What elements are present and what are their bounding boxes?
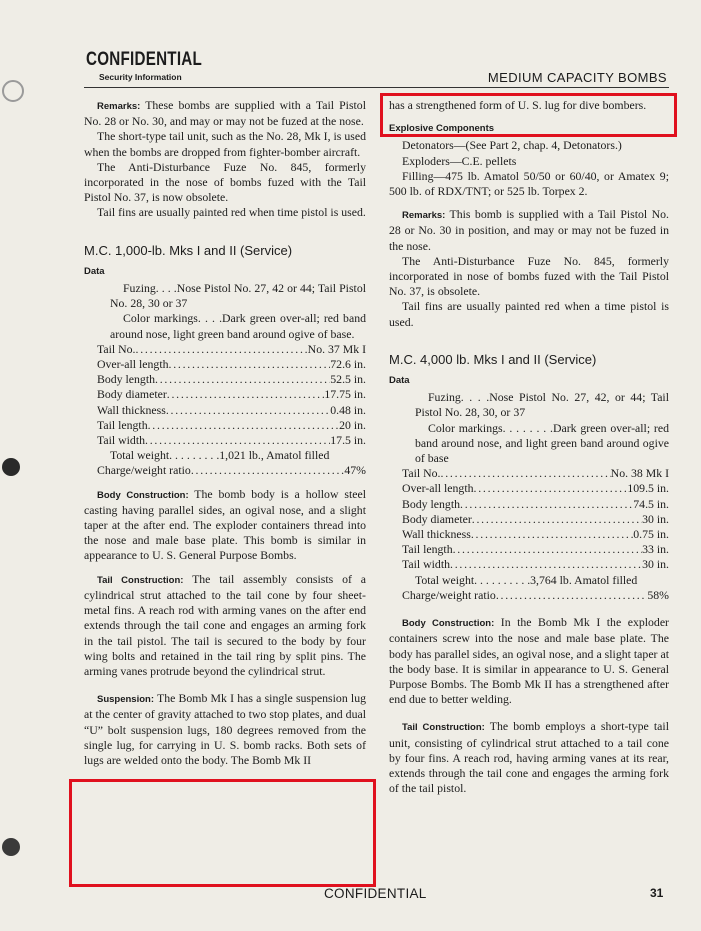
filling-entry: Filling—475 lb. Amatol 50/50 or 60/40, or Amatex 9; 500 lb. of RDX/TNT; or 525 lb. Torpex 2. [389, 168, 669, 199]
spec-row [84, 387, 366, 402]
binder-hole-bottom [2, 838, 20, 856]
spec-key: Tail width [402, 557, 450, 572]
anti-disturbance-paragraph-right: The Anti-Disturbance Fuze No. 845, formerly incorporated in nose of bombs fuzed with the Tail Pistol No. 37, is obsolete. [389, 253, 669, 299]
spec-key: Body diameter [402, 511, 472, 526]
spec-value: 109.5 in. [627, 481, 669, 496]
spec-row [389, 542, 669, 557]
spec-key: Tail No. [402, 466, 441, 481]
detonators-entry: Detonators—(See Part 2, chap. 4, Detonators.) [402, 138, 622, 153]
spec-key: Over-all length [402, 481, 474, 496]
tail-construction-paragraph [84, 572, 366, 679]
confidential-header: CONFIDENTIAL [86, 49, 203, 70]
body-construction-text: The bomb body is a hollow steel casting having parallel sides, an ogival nose, and a slight taper at the after end. The exploder containers thread into the nose and male base plate. This bomb is similar in appearance to U. S. General Purpose Bombs. [84, 486, 366, 563]
spec-key: Tail length [402, 542, 453, 557]
spec-row [84, 403, 366, 418]
data-label: Data [84, 265, 105, 277]
spec-value: 47% [344, 463, 366, 478]
spec-key: Tail width [97, 433, 145, 448]
tail-construction-lead-right: Tail Construction: [402, 722, 485, 734]
right-column [389, 98, 669, 796]
spec-key: Over-all length [97, 357, 169, 372]
spec-row [84, 372, 366, 387]
spec-row [84, 433, 366, 448]
spec-key: Charge/weight ratio [97, 463, 191, 478]
binder-hole-top [2, 80, 24, 102]
body-construction-paragraph-right [389, 615, 669, 707]
explosive-components-label: Explosive Components [389, 123, 495, 135]
spec-key: Charge/weight ratio [402, 587, 496, 602]
tail-construction-lead: Tail Construction: [97, 574, 184, 586]
spec-row [389, 481, 669, 496]
spec-value: 52.5 in. [330, 372, 366, 387]
spec-key: Wall thickness [402, 527, 471, 542]
spec-value: 20 in. [339, 417, 366, 432]
left-column [84, 98, 366, 768]
spec-value: 74.5 in. [633, 496, 669, 511]
spec-row [389, 588, 669, 603]
spec-key: Tail No. [97, 341, 136, 356]
confidential-footer: CONFIDENTIAL [324, 886, 427, 901]
security-information-label: Security Information [99, 72, 182, 82]
suspension-paragraph [84, 691, 366, 768]
spec-value: 17.75 in. [324, 387, 366, 402]
spec-value: 0.75 in. [633, 527, 669, 542]
tail-fins-paragraph-right: Tail fins are usually painted red when a time pistol is used. [389, 299, 669, 329]
data-label-right: Data [389, 375, 410, 387]
spec-key: Body length [402, 496, 460, 511]
spec-value: 30 in. [642, 511, 669, 526]
spec-row [389, 512, 669, 527]
remarks-text-right: This bomb is supplied with a Tail Pistol No. 28 or No. 30 in position, and may or may not be fuzed in the nose. [389, 207, 669, 253]
highlight-box-continuation [380, 93, 677, 137]
spec-value: 17.5 in. [330, 433, 366, 448]
spec-value: 0.48 in. [330, 402, 366, 417]
body-construction-lead: Body Construction: [97, 489, 189, 501]
anti-disturbance-paragraph: The Anti-Disturbance Fuze No. 845, formerly incorporated in the nose of bombs fuzed with the Tail Pistol No. 37, is now obsolete. [84, 159, 366, 205]
binder-hole-middle [2, 458, 20, 476]
section-heading-1000lb: M.C. 1,000-lb. Mks I and II (Service) [84, 242, 293, 258]
spec-value: No. 37 Mk I [307, 341, 366, 356]
color-markings-entry: Color markings. . . .Dark green over-all; red band around nose, light green band around ogive of base. [110, 311, 366, 341]
body-construction-text-right: In the Bomb Mk I the exploder containers screw into the nose and male base plate. The body has parallel sides, an ogival nose, and a slight taper at the body base. It is similar in appearance to U. S. General Purpose Bombs. The Bomb Mk II has a strengthened after end due to better welding. [389, 615, 669, 707]
fuzing-entry: Fuzing. . . .Nose Pistol No. 27, 42 or 44; Tail Pistol No. 28, 30 or 37 [110, 281, 366, 311]
spec-key: Tail length [97, 417, 148, 432]
color-markings-entry-right: Color markings. . . . . . . .Dark green over-all; red band around nose, and light green band around ogive of base [415, 420, 669, 466]
suspension-text: The Bomb Mk I has a single suspension lug at the center of gravity attached to two stop plates, and dual “U” bolt suspension lugs, 180 degrees removed from the single lug, for carrying in U. S. bomb racks. Both sets of lugs are welded onto the body. The Bomb Mk II [84, 691, 366, 767]
spec-key: Body length [97, 372, 155, 387]
running-title: MEDIUM CAPACITY BOMBS [487, 70, 667, 85]
total-weight-entry: Total weight. . . . . . . . .1,021 lb., Amatol filled [110, 448, 330, 463]
body-construction-lead-right: Body Construction: [402, 618, 495, 630]
spec-value: 58% [647, 587, 669, 602]
spec-value: 33 in. [642, 542, 669, 557]
remarks-lead-right: Remarks: [402, 210, 446, 222]
remarks-lead: Remarks: [97, 101, 141, 112]
spec-row [84, 342, 366, 357]
spec-row [389, 497, 669, 512]
section-heading-4000lb: M.C. 4,000 lb. Mks I and II (Service) [389, 351, 597, 367]
tail-construction-text: The tail assembly consists of a cylindrical strut attached to the tail cone by four sheet-metal fins. A reach rod with arming vanes on the after end extends through the tail cone and engages an arming fork in the tail pistol. The tail is secured to the body by four wing bolts and retained in the tail ring by split pins. The arming vanes protrude beyond the cylindrical strut. [84, 571, 366, 678]
spec-row [84, 463, 366, 478]
tail-fins-paragraph: Tail fins are usually painted red when time pistol is used. [97, 205, 366, 220]
spec-list [84, 342, 366, 479]
spec-key: Wall thickness [97, 402, 166, 417]
spec-list-right [389, 466, 669, 603]
fuzing-entry-right: Fuzing. . . .Nose Pistol No. 27, 42, or 44; Tail Pistol No. 28, 30, or 37 [415, 390, 669, 420]
suspension-continuation: has a strengthened form of U. S. lug for dive bombers. [389, 98, 647, 112]
spec-row [389, 527, 669, 542]
header-rule [84, 87, 669, 88]
suspension-lead: Suspension: [97, 694, 155, 706]
spec-key: Body diameter [97, 387, 167, 402]
remarks-paragraph [84, 98, 366, 129]
spec-value: No. 38 Mk I [610, 466, 669, 481]
tail-construction-paragraph-right [389, 719, 669, 796]
spec-row [389, 557, 669, 572]
spec-value: 72.6 in. [330, 357, 366, 372]
highlight-box-suspension [69, 779, 376, 887]
page-number: 31 [650, 886, 664, 900]
tail-construction-text-right: The bomb employs a short-type tail unit, consisting of cylindrical strut attached to a tail cone by four fins. A reach rod, having arming vanes at its rear, extends through the tail cone and engages the arming fork of the tail pistol. [389, 719, 669, 796]
exploders-entry: Exploders—C.E. pellets [402, 153, 517, 168]
body-construction-paragraph [84, 487, 366, 564]
total-weight-entry-right: Total weight. . . . . . . . . .3,764 lb. Amatol filled [415, 572, 638, 587]
spec-row [84, 357, 366, 372]
short-type-paragraph: The short-type tail unit, such as the No. 28, Mk I, is used when the bombs are dropped from fighter-bomber aircraft. [84, 129, 366, 159]
spec-value: 30 in. [642, 557, 669, 572]
remarks-text: These bombs are supplied with a Tail Pistol No. 28 or No. 30, and may or may not be fuzed at the nose. [84, 98, 366, 129]
spec-row [389, 466, 669, 481]
spec-row [84, 418, 366, 433]
remarks-paragraph-right [389, 207, 669, 254]
